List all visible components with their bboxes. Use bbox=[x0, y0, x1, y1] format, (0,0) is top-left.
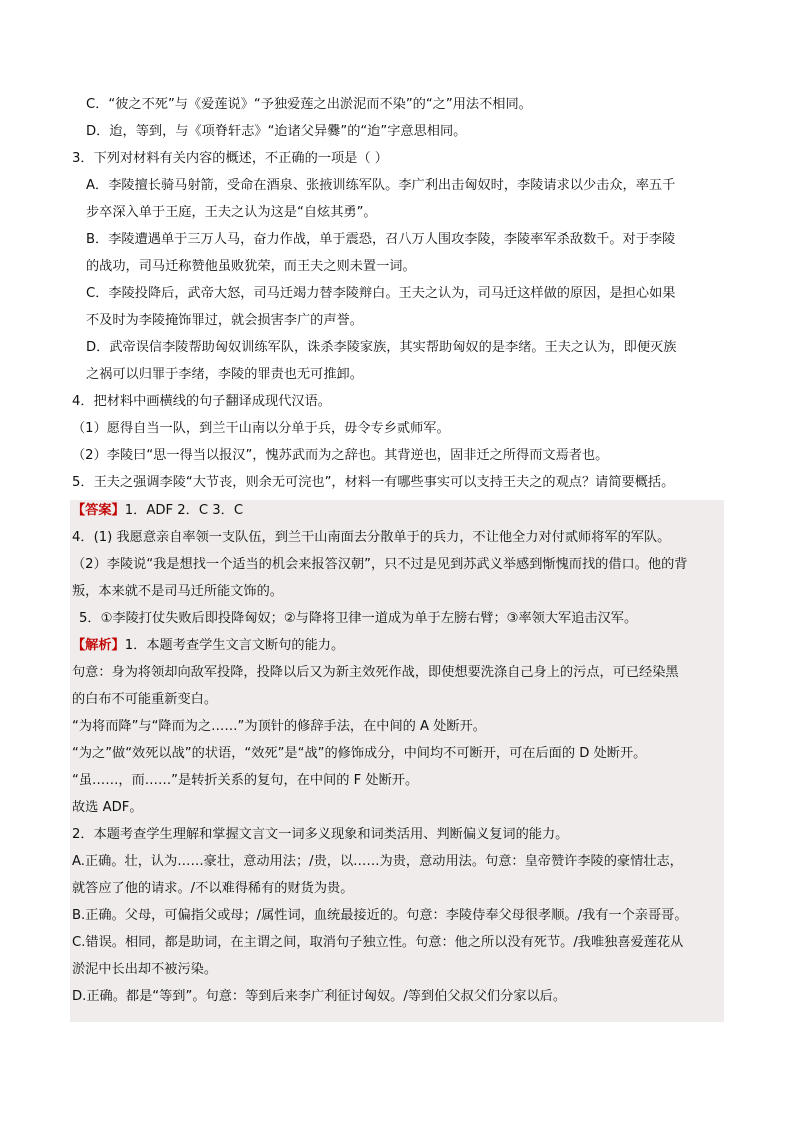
option-b-q3-cont: 的战功，司马迁称赞他虽败犹荣，而王夫之则未置一词。 bbox=[86, 259, 416, 274]
analysis-2-c-cont: 淤泥中长出却不被污染。 bbox=[72, 962, 218, 977]
analysis-tag: 【解析】 bbox=[72, 638, 125, 653]
option-c-q2: C．“彼之不死”与《爱莲说》“予独爱莲之出淤泥而不染”的“之”用法不相同。 bbox=[86, 97, 532, 112]
analysis-1-point-a: “为将而降”与“降而为之……”为顶针的修辞手法，在中间的 A 处断开。 bbox=[72, 719, 486, 734]
answer-5: 5．①李陵打仗失败后即投降匈奴；②与降将卫律一道成为单于左膀右臂；③率领大军追击汉军。 bbox=[79, 611, 638, 626]
analysis-1-point-d: “为之”做“效死以战”的状语，“效死”是“战”的修饰成分，中间均不可断开，可在后面的 D 处断开。 bbox=[72, 746, 647, 761]
option-d-q3: D．武帝误信李陵帮助匈奴训练军队，诛杀李陵家族，其实帮助匈奴的是李绪。王夫之认为，即便灭族 bbox=[86, 340, 677, 355]
answer-4-part-1: 4．(1) 我愿意亲自率领一支队伍，到兰干山南面去分散单于的兵力，不让他全力对付贰师将军的军队。 bbox=[72, 530, 671, 545]
option-b-q3: B．李陵遭遇单于三万人马，奋力作战，单于震恐，召八万人围攻李陵，李陵率军杀敌数千。对于李陵 bbox=[86, 232, 676, 247]
answer-line bbox=[72, 502, 243, 520]
analysis-1-point-f: “虽……，而……”是转折关系的复句，在中间的 F 处断开。 bbox=[72, 773, 419, 788]
analysis-1-meaning: 句意：身为将领却向敌军投降，投降以后又为新主效死作战，即使想要洗涤自己身上的污点，可已经染黑 bbox=[72, 665, 679, 680]
question-4-part-2: （2）李陵曰“思一得当以报汉”，愧苏武而为之辞也。其背逆也，固非迁之所得而文焉者也。 bbox=[72, 448, 609, 463]
question-4-part-1: （1）愿得自当一队，到兰干山南以分单于兵，毋令专乡贰师军。 bbox=[72, 421, 450, 436]
analysis-1-heading: 1．本题考查学生文言文断句的能力。 bbox=[124, 638, 345, 653]
option-d-q2: D．迨，等到，与《项脊轩志》“迨诸父异爨”的“迨”字意思相同。 bbox=[86, 124, 467, 139]
analysis-1-meaning-cont: 的白布不可能重新变白。 bbox=[72, 692, 218, 707]
analysis-2-a-cont: 就答应了他的请求。/不以难得稀有的财货为贵。 bbox=[72, 881, 354, 896]
option-a-q3: A．李陵擅长骑马射箭，受命在酒泉、张掖训练军队。李广利出击匈奴时，李陵请求以少击众，率五千 bbox=[86, 178, 676, 193]
option-a-q3-cont: 步卒深入单于王庭，王夫之认为这是“自炫其勇”。 bbox=[86, 205, 377, 220]
analysis-2-d: D.正确。都是“等到”。句意：等到后来李广利征讨匈奴。/等到伯父叔父们分家以后。 bbox=[72, 989, 567, 1004]
question-3: 3．下列对材料有关内容的概述，不正确的一项是（ ） bbox=[72, 151, 388, 166]
answer-4-part-2: （2）李陵说“我是想找一个适当的机会来报答汉朝”，只不过是见到苏武义举感到惭愧而找的借口。他的背 bbox=[72, 557, 688, 572]
question-4: 4．把材料中画横线的句子翻译成现代汉语。 bbox=[72, 394, 331, 409]
answer-4-part-2-cont: 叛，本来就不是司马迁所能文饰的。 bbox=[72, 584, 283, 599]
analysis-2-c: C.错误。相同，都是助词，在主谓之间，取消句子独立性。句意：他之所以没有死节。/我唯独喜爱莲花从 bbox=[72, 935, 684, 950]
question-5: 5．王夫之强调李陵“大节丧，则余无可浣也”，材料一有哪些事实可以支持王夫之的观点？请简要概括。 bbox=[72, 475, 675, 490]
analysis-line bbox=[72, 637, 344, 655]
analysis-1-conclusion: 故选 ADF。 bbox=[72, 800, 143, 815]
answer-tag: 【答案】 bbox=[72, 503, 125, 518]
analysis-2-b: B.正确。父母，可偏指父或母；/属性词，血统最接近的。句意：李陵侍奉父母很孝顺。/我有一个亲哥哥。 bbox=[72, 908, 688, 923]
option-c-q3-cont: 不及时为李陵掩饰罪过，就会损害李广的声誉。 bbox=[86, 313, 363, 328]
analysis-2-a: A.正确。壮，认为……豪壮，意动用法；/贵，以……为贵，意动用法。句意：皇帝赞许李陵的豪情壮志， bbox=[72, 854, 683, 869]
option-d-q3-cont: 之祸可以归罪于李绪，李陵的罪责也无可推卸。 bbox=[86, 367, 363, 382]
analysis-2-heading: 2．本题考查学生理解和掌握文言文一词多义现象和词类活用、判断偏义复词的能力。 bbox=[72, 827, 569, 842]
answer-choices: 1．ADF 2．C 3．C bbox=[124, 503, 244, 518]
option-c-q3: C．李陵投降后，武帝大怒，司马迁竭力替李陵辩白。王夫之认为，司马迁这样做的原因，是担心如果 bbox=[86, 286, 676, 301]
